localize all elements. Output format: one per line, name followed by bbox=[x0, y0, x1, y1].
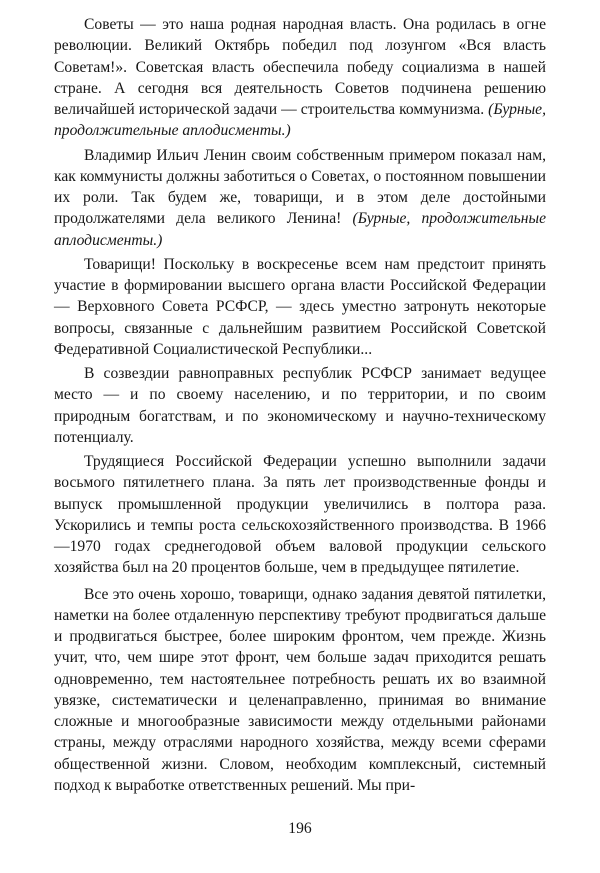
paragraph-1 bbox=[54, 14, 546, 142]
paragraph-5 bbox=[54, 451, 546, 579]
paragraph-3-text: Товарищи! Поскольку в воскресенье всем нам предстоит принять участие в формировании высшего органа власти Российской Федерации — Верховного Совета РСФСР, — здесь уместно затронуть некоторые вопросы, связанные с дальнейшим развитием Российской Советской Федеративной Социалистической Республики... bbox=[54, 255, 546, 358]
paragraph-1-text: Советы — это наша родная народная власть. Она родилась в огне революции. Великий Октябрь победил под лозунгом «Вся власть Советам!». Советская власть обеспечила победу социализма в нашей стране. А сегодня вся деятельность Советов подчинена решению величайшей исторической задачи — строительства коммунизма. bbox=[54, 16, 546, 118]
page-number: 196 bbox=[288, 820, 312, 837]
paragraph-4-text: В созвездии равноправных республик РСФСР занимает ведущее место — и по своему населению, и по территории, и по своим природным богатствам, и по экономическому и научно-техническому потенциалу. bbox=[54, 365, 546, 446]
paragraph-3 bbox=[54, 254, 546, 360]
paragraph-2-text: Владимир Ильич Ленин своим собственным примером показал нам, как коммунисты должны заботиться о Советах, о постоянном повышении их роли. Так будем же, товарищи, и в этом деле достойными продолжателями дела великого Ленина! bbox=[54, 146, 546, 228]
paragraph-5-text: Трудящиеся Российской Федерации успешно выполнили задачи восьмого пятилетнего плана. За пять лет производственные фонды и выпуск промышленной продукции увеличились в полтора раза. Ускорились и темпы роста сельскохозяйственного производства. В 1966—1970 годах среднегодовой объем валовой продукции сельского хозяйства был на 20 процентов больше, чем в предыдущее пятилетие. bbox=[54, 453, 546, 577]
paragraph-6 bbox=[54, 584, 546, 797]
paragraph-4 bbox=[54, 363, 546, 448]
paragraph-2 bbox=[54, 145, 546, 251]
paragraph-1-applause-remark: (Бурные, продолжительные аплодисменты.) bbox=[54, 101, 546, 140]
paragraph-2-applause-remark: (Бурные, продолжительные аплодисменты.) bbox=[54, 210, 546, 249]
paragraph-6-text: Все это очень хорошо, товарищи, однако задания девятой пятилетки, наметки на более отдаленную перспективу требуют продвигаться дальше и продвигаться быстрее, более широким фронтом, чем прежде. Жизнь учит, что, чем шире этот фронт, чем больше задач приходится решать одновременно, тем настоятельнее потребность решать их во взаимной увязке, систематически и целенаправленно, принимая во внимание сложные и многообразные зависимости между отдельными районами страны, между отраслями народного хозяйства, между всеми сферами общественной жизни. Словом, необходим комплексный, системный подход к выработке ответственных решений. Мы при- bbox=[54, 585, 546, 794]
document-body bbox=[54, 14, 546, 799]
